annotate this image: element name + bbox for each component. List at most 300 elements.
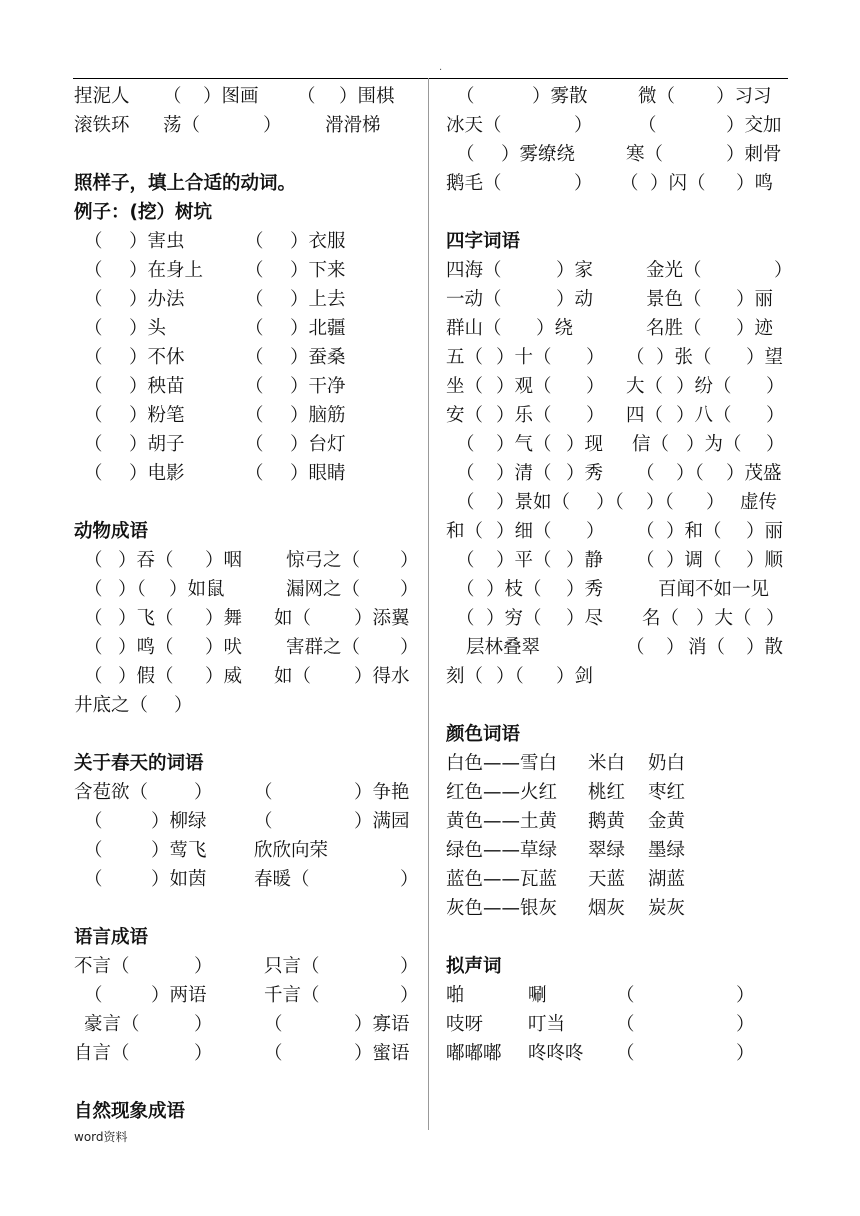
line-segment: （ (245, 260, 264, 281)
line-segment: 欣欣向荣 (254, 840, 329, 861)
line-segment: ）电影 (129, 463, 185, 484)
line-segment: （ (636, 521, 655, 542)
line-segment: （ (84, 608, 103, 629)
line-segment: （ (456, 144, 475, 165)
exercise-line (74, 372, 418, 401)
top-rule (73, 78, 788, 79)
line-segment: 名胜（ (646, 318, 702, 339)
line-segment: 天蓝 (588, 869, 626, 890)
exercise-line (446, 314, 790, 343)
line-segment: ）平（ (496, 550, 552, 571)
line-segment: ）脑筋 (290, 405, 346, 426)
blank-line (74, 720, 418, 749)
line-segment: 惊弓之（ (286, 550, 361, 571)
line-segment: ） (766, 405, 785, 426)
line-segment: 翠绿 (588, 840, 626, 861)
line-segment: （ (84, 811, 103, 832)
line-segment: （ (456, 492, 475, 513)
blank-line (74, 488, 418, 517)
line-segment: ）（ (118, 579, 146, 600)
exercise-line (446, 459, 790, 488)
blank-line (74, 894, 418, 923)
exercise-line (74, 256, 418, 285)
line-segment: ） (736, 985, 755, 1006)
exercise-line (74, 314, 418, 343)
line-segment: ）（ (676, 463, 704, 484)
line-segment: ） (666, 637, 685, 658)
line-segment: 蓝色——瓦蓝 (446, 869, 558, 890)
line-segment: ）上去 (290, 289, 346, 310)
exercise-line (446, 633, 790, 662)
line-segment: ） (400, 579, 419, 600)
line-segment: ） (574, 115, 593, 136)
line-segment: ）绕 (536, 318, 574, 339)
line-segment: 鹅黄 (588, 811, 626, 832)
heading-text: 四字词语 (446, 231, 521, 252)
line-segment: ） (194, 1014, 213, 1035)
line-segment: （ (84, 463, 103, 484)
line-segment: 信（ (632, 434, 670, 455)
section-heading (446, 227, 790, 256)
line-segment: 荡（ (163, 115, 201, 136)
line-segment: 四（ (626, 405, 664, 426)
line-segment: ）吠 (205, 637, 243, 658)
section-heading (446, 952, 790, 981)
line-segment: ）柳绿 (151, 811, 207, 832)
line-segment: ） (706, 492, 725, 513)
line-segment: 捏泥人 (74, 86, 130, 107)
line-segment: ）粉笔 (129, 405, 185, 426)
line-segment: 安（ (446, 405, 484, 426)
line-segment: 只言（ (264, 956, 320, 977)
line-segment: ）纷（ (676, 376, 732, 397)
exercise-line (446, 111, 790, 140)
line-segment: ）和（ (666, 521, 722, 542)
heading-text: 例子：(挖）树坑 (74, 202, 212, 223)
line-segment: 烟灰 (588, 898, 626, 919)
exercise-line (74, 952, 418, 981)
footer-text: word资料 (74, 1130, 128, 1144)
line-segment: ）头 (129, 318, 167, 339)
exercise-line (446, 604, 790, 633)
line-segment: （ (297, 86, 316, 107)
right-column (446, 82, 793, 1068)
section-heading (74, 169, 418, 198)
line-segment: 白色——雪白 (446, 753, 558, 774)
exercise-line (74, 459, 418, 488)
line-segment: ）散 (746, 637, 784, 658)
line-segment: （ (626, 637, 645, 658)
line-segment: ）在身上 (129, 260, 204, 281)
line-segment: （ (456, 86, 475, 107)
line-segment: ）如鼠 (169, 579, 225, 600)
line-segment: ）得水 (354, 666, 410, 687)
line-segment: （ (84, 869, 103, 890)
line-segment: ）图画 (203, 86, 259, 107)
line-segment: ） (766, 376, 785, 397)
line-segment: ）调（ (666, 550, 722, 571)
line-segment: 唰 (528, 985, 547, 1006)
line-segment: ）北疆 (290, 318, 346, 339)
line-segment: 黄色——土黄 (446, 811, 558, 832)
line-segment: （ (456, 608, 475, 629)
line-segment: （ (84, 376, 103, 397)
line-segment: 坐（ (446, 376, 484, 397)
exercise-line (446, 894, 790, 923)
line-segment: 大（ (626, 376, 664, 397)
heading-text: 颜色词语 (446, 724, 521, 745)
heading-text: 自然现象成语 (74, 1101, 186, 1122)
exercise-line (74, 111, 418, 140)
exercise-line (74, 604, 418, 633)
line-segment: （ (84, 405, 103, 426)
line-segment: ）丽 (736, 289, 774, 310)
line-segment: （ (84, 985, 103, 1006)
line-segment: ）蜜语 (354, 1043, 410, 1064)
line-segment: 红色——火红 (446, 782, 558, 803)
line-segment: 奶白 (648, 753, 686, 774)
exercise-line (446, 169, 790, 198)
line-segment: （ (456, 550, 475, 571)
line-segment: （ (84, 637, 103, 658)
line-segment: （ (456, 579, 475, 600)
line-segment: ）胡子 (129, 434, 185, 455)
line-segment: （ (245, 463, 264, 484)
line-segment: （ (84, 434, 103, 455)
line-segment: ）威 (205, 666, 243, 687)
line-segment: 啪 (446, 985, 465, 1006)
line-segment: 枣红 (648, 782, 686, 803)
heading-text: 照样子，填上合适的动词。 (74, 173, 297, 194)
exercise-line (74, 807, 418, 836)
heading-text: 拟声词 (446, 956, 502, 977)
exercise-line (74, 401, 418, 430)
line-segment: （ (84, 289, 103, 310)
line-segment: （ (245, 405, 264, 426)
exercise-line (446, 488, 790, 517)
line-segment: ）现 (566, 434, 604, 455)
exercise-line (74, 1039, 418, 1068)
line-segment: 鹅毛（ (446, 173, 502, 194)
line-segment: （ (163, 86, 182, 107)
line-segment: 金黄 (648, 811, 686, 832)
line-segment: 不言（ (74, 956, 130, 977)
exercise-line (446, 749, 790, 778)
line-segment: ）秀 (566, 463, 604, 484)
line-segment: （ (245, 434, 264, 455)
line-segment: ） (400, 637, 419, 658)
line-segment: ）鸣 (736, 173, 774, 194)
exercise-line (446, 401, 790, 430)
line-segment: （ (84, 579, 103, 600)
exercise-line (446, 807, 790, 836)
line-segment: 和（ (446, 521, 484, 542)
line-segment: ）顺 (746, 550, 784, 571)
line-segment: ）尽 (566, 608, 604, 629)
line-segment: ）不休 (129, 347, 185, 368)
line-segment: ）如茵 (151, 869, 207, 890)
line-segment: 微（ (638, 86, 676, 107)
line-segment: 刻（ (446, 666, 484, 687)
line-segment: 桃红 (588, 782, 626, 803)
line-segment: 滚铁环 (74, 115, 130, 136)
section-heading (74, 749, 418, 778)
line-segment: 春暖（ (254, 869, 310, 890)
line-segment: ）莺飞 (151, 840, 207, 861)
line-segment: 百闻不如一见 (658, 579, 770, 600)
section-heading (74, 1097, 418, 1126)
line-segment: ）围棋 (339, 86, 395, 107)
line-segment: ）雾缭绕 (501, 144, 576, 165)
line-segment: ）观（ (496, 376, 552, 397)
line-segment: ）为（ (686, 434, 742, 455)
line-segment: （ (636, 463, 655, 484)
section-heading (74, 923, 418, 952)
section-heading (74, 198, 418, 227)
line-segment: ）茂盛 (726, 463, 782, 484)
line-segment: （ (254, 811, 273, 832)
exercise-line (74, 430, 418, 459)
line-segment: 叮当 (528, 1014, 566, 1035)
line-segment: ） (586, 347, 605, 368)
line-segment: ） (574, 173, 593, 194)
line-segment: 灰色——银灰 (446, 898, 558, 919)
exercise-line (446, 372, 790, 401)
line-segment: ） (400, 956, 419, 977)
heading-text: 语言成语 (74, 927, 149, 948)
line-segment: ） (194, 956, 213, 977)
exercise-line (74, 865, 418, 894)
line-segment: ）飞（ (118, 608, 174, 629)
line-segment: 群山（ (446, 318, 502, 339)
line-segment: ）两语 (151, 985, 207, 1006)
exercise-line (446, 430, 790, 459)
line-segment: （ (456, 463, 475, 484)
line-segment: ）十（ (496, 347, 552, 368)
exercise-line (446, 836, 790, 865)
line-segment: ）大（ (696, 608, 752, 629)
line-segment: （ (245, 318, 264, 339)
line-segment: 豪言（ (84, 1014, 140, 1035)
section-heading (74, 517, 418, 546)
line-segment: 吱呀 (446, 1014, 484, 1035)
line-segment: （ (84, 666, 103, 687)
line-segment: ）剑 (556, 666, 594, 687)
line-segment: （ (638, 115, 657, 136)
exercise-line (74, 343, 418, 372)
exercise-line (74, 82, 418, 111)
exercise-line (446, 82, 790, 111)
line-segment: 咚咚咚 (528, 1043, 584, 1064)
exercise-line (446, 778, 790, 807)
blank-line (446, 923, 790, 952)
line-segment: ）闪（ (650, 173, 706, 194)
exercise-line (446, 140, 790, 169)
line-segment: ）迹 (736, 318, 774, 339)
exercise-line (74, 546, 418, 575)
exercise-line (446, 256, 793, 285)
exercise-line (446, 575, 790, 604)
line-segment: ）秀 (566, 579, 604, 600)
line-segment: ）家 (556, 260, 594, 281)
line-segment: （ (264, 1043, 283, 1064)
line-segment: 名（ (642, 608, 680, 629)
line-segment: ）寡语 (354, 1014, 410, 1035)
line-segment: ）（ (496, 666, 524, 687)
line-segment: 墨绿 (648, 840, 686, 861)
exercise-line (74, 227, 418, 256)
line-segment: ）穷（ (486, 608, 542, 629)
line-segment: （ (636, 550, 655, 571)
line-segment: （ (84, 840, 103, 861)
heading-text: 动物成语 (74, 521, 149, 542)
line-segment: （ (620, 173, 639, 194)
line-segment: ） (586, 376, 605, 397)
line-segment: ）习习 (716, 86, 772, 107)
line-segment: ） (174, 695, 193, 716)
line-segment: ）气（ (496, 434, 552, 455)
line-segment: 害群之（ (286, 637, 361, 658)
line-segment: ） (400, 869, 419, 890)
header-dot: . (439, 62, 443, 73)
exercise-line (74, 285, 418, 314)
exercise-line (74, 662, 418, 691)
line-segment: 金光（ (646, 260, 702, 281)
line-segment: ）（ (646, 492, 674, 513)
line-segment: 米白 (588, 753, 626, 774)
line-segment: ）八（ (676, 405, 732, 426)
exercise-line (446, 662, 790, 691)
line-segment: 冰天（ (446, 115, 502, 136)
line-segment: ）蚕桑 (290, 347, 346, 368)
line-segment: ）交加 (726, 115, 782, 136)
line-segment: ） (774, 260, 793, 281)
line-segment: ）清（ (496, 463, 552, 484)
line-segment: ） (586, 405, 605, 426)
line-segment: （ (84, 231, 103, 252)
line-segment: 井底之（ (74, 695, 149, 716)
line-segment: 四海（ (446, 260, 502, 281)
line-segment: ）张（ (656, 347, 712, 368)
line-segment: 自言（ (74, 1043, 130, 1064)
line-segment: （ (616, 1043, 635, 1064)
line-segment: ）办法 (129, 289, 185, 310)
line-segment: （ (84, 550, 103, 571)
left-column (74, 82, 418, 1126)
exercise-line (446, 1010, 790, 1039)
line-segment: （ (254, 782, 273, 803)
line-segment: ） (194, 1043, 213, 1064)
exercise-line (446, 343, 790, 372)
exercise-line (74, 981, 418, 1010)
line-segment: ）丽 (746, 521, 784, 542)
line-segment: ）秧苗 (129, 376, 185, 397)
line-segment: ）舞 (205, 608, 243, 629)
line-segment: ） (736, 1043, 755, 1064)
line-segment: 五（ (446, 347, 484, 368)
exercise-line (446, 865, 790, 894)
line-segment: 虚传 (740, 492, 778, 513)
line-segment: 炭灰 (648, 898, 686, 919)
line-segment: 景色（ (646, 289, 702, 310)
line-segment: ）雾散 (532, 86, 588, 107)
exercise-line (446, 1039, 790, 1068)
line-segment: ）细（ (496, 521, 552, 542)
blank-line (74, 1068, 418, 1097)
exercise-line (74, 691, 418, 720)
exercise-line (74, 1010, 418, 1039)
line-segment: 绿色——草绿 (446, 840, 558, 861)
line-segment: ）望 (746, 347, 784, 368)
line-segment: 漏网之（ (286, 579, 361, 600)
line-segment: ）争艳 (354, 782, 410, 803)
line-segment: 如（ (274, 608, 312, 629)
line-segment: （ (245, 376, 264, 397)
column-divider (428, 78, 429, 1130)
exercise-line (74, 575, 418, 604)
line-segment: （ (245, 347, 264, 368)
exercise-line (74, 633, 418, 662)
line-segment: （ (264, 1014, 283, 1035)
blank-line (74, 140, 418, 169)
line-segment: ）乐（ (496, 405, 552, 426)
exercise-line (74, 778, 418, 807)
line-segment: （ (616, 1014, 635, 1035)
line-segment: ）眼睛 (290, 463, 346, 484)
line-segment: 千言（ (264, 985, 320, 1006)
line-segment: 含苞欲（ (74, 782, 149, 803)
line-segment: （ (456, 434, 475, 455)
exercise-line (446, 546, 790, 575)
line-segment: ） (400, 985, 419, 1006)
line-segment: （ (245, 289, 264, 310)
line-segment: ）咽 (205, 550, 243, 571)
line-segment: ） (586, 521, 605, 542)
line-segment: ）动 (556, 289, 594, 310)
line-segment: （ (84, 260, 103, 281)
line-segment: ）假（ (118, 666, 174, 687)
line-segment: 寒（ (626, 144, 664, 165)
line-segment: ）吞（ (118, 550, 174, 571)
exercise-line (446, 517, 790, 546)
heading-text: 关于春天的词语 (74, 753, 204, 774)
line-segment: ）害虫 (129, 231, 185, 252)
line-segment: （ (616, 985, 635, 1006)
line-segment: （ (245, 231, 264, 252)
line-segment: 滑滑梯 (325, 115, 381, 136)
line-segment: ） (194, 782, 213, 803)
line-segment: ）满园 (354, 811, 410, 832)
line-segment: ）鸣（ (118, 637, 174, 658)
line-segment: 如（ (274, 666, 312, 687)
exercise-line (446, 285, 790, 314)
line-segment: ）静 (566, 550, 604, 571)
line-segment: ） (263, 115, 282, 136)
line-segment: 湖蓝 (648, 869, 686, 890)
blank-line (446, 691, 790, 720)
line-segment: ）（ (596, 492, 624, 513)
line-segment: ） (400, 550, 419, 571)
line-segment: ） (736, 1014, 755, 1035)
line-segment: ） (766, 608, 785, 629)
line-segment: （ (84, 347, 103, 368)
exercise-line (74, 836, 418, 865)
line-segment: ）下来 (290, 260, 346, 281)
line-segment: ）刺骨 (726, 144, 782, 165)
line-segment: 层林叠翠 (466, 637, 541, 658)
section-heading (446, 720, 790, 749)
line-segment: ）台灯 (290, 434, 346, 455)
